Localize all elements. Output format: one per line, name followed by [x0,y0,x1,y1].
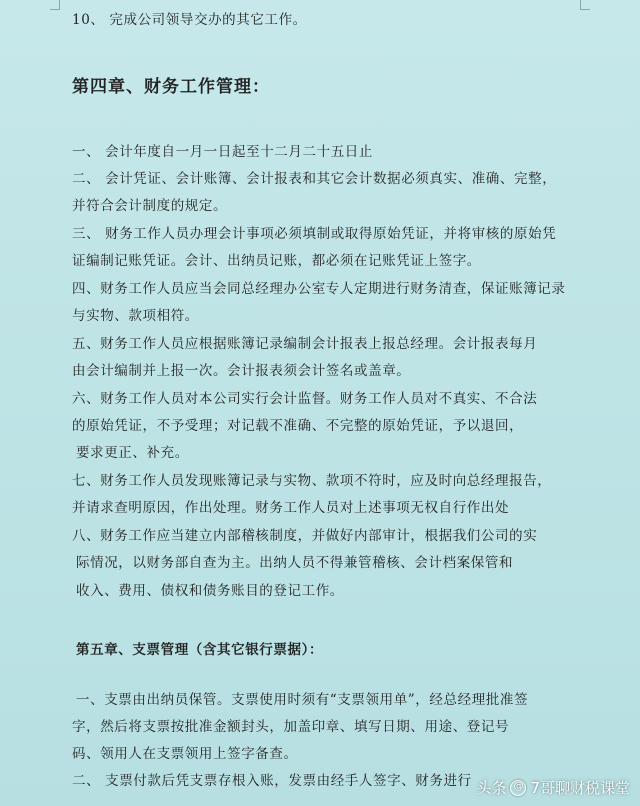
text-line: 六、财务工作人员对本公司实行会计监督。财务工作人员对不真实、不合法 [72,391,538,407]
text-line: 八、财务工作应当建立内部稽核制度，并做好内部审计，根据我们公司的实 [72,528,538,544]
text-line: 的原始凭证，不予受理；对记载不准确、不完整的原始凭证，予以退回， [72,418,524,434]
text-line: 二、 会计凭证、会计账簿、会计报表和其它会计数据必须真实、准确、完整， [72,171,557,187]
text-line: 并请求查明原因，作出处理。财务工作人员对上述事项无权自行作出处 [72,500,510,516]
text-line: 七、财务工作人员发现账簿记录与实物、款项不符时，应及时向总经理报告， [72,473,552,489]
text-line: 五、财务工作人员应根据账簿记录编制会计报表上报总经理。会计报表每月 [72,336,538,352]
text-line: 一、 会计年度自一月一日起至十二月二十五日止 [72,144,373,160]
text-line: 并符合会计制度的规定。 [72,198,228,214]
text-line: 由会计编制并上报一次。会计报表须会计签名或盖章。 [72,363,411,379]
text-line: 10、 完成公司领导交办的其它工作。 [72,12,307,28]
text-line: 收入、费用、债权和债务账目的登记工作。 [76,583,344,599]
text-line: 二、 支票付款后凭支票存根入账，发票由经手人签字、财务进行 [72,773,472,789]
text-line: 要求更正、补充。 [76,445,189,461]
text-line: 四、财务工作人员应当会同总经理办公室专人定期进行财务清查，保证账簿记录 [72,281,566,297]
chapter-4-title: 第四章、财务工作管理： [72,77,270,97]
watermark-prefix: 头条 [476,779,507,797]
watermark [476,777,630,798]
text-line: 三、 财务工作人员办理会计事项必须填制或取得原始凭证，并将审核的原始凭 [72,226,557,242]
at-icon: @ [510,780,526,796]
text-line: 一、支票由出纳员保管。支票使用时须有“支票领用单”，经总经理批准签 [76,692,529,708]
text-line: 码、领用人在支票领用上签字备查。 [72,746,298,762]
watermark-name: 7哥聊财税课堂 [530,779,630,797]
text-line: 际情况，以财务部自查为主。出纳人员不得兼管稽核、会计档案保管和 [76,555,514,571]
text-line: 与实物、款项相符。 [72,308,199,324]
text-line: 字，然后将支票按批准金额封头，加盖印章、填写日期、用途、登记号 [72,719,510,735]
chapter-5-title: 第五章、支票管理（含其它银行票据）： [76,642,324,658]
text-line: 证编制记账凭证。会计、出纳员记账，都必须在记账凭证上签字。 [72,253,481,269]
